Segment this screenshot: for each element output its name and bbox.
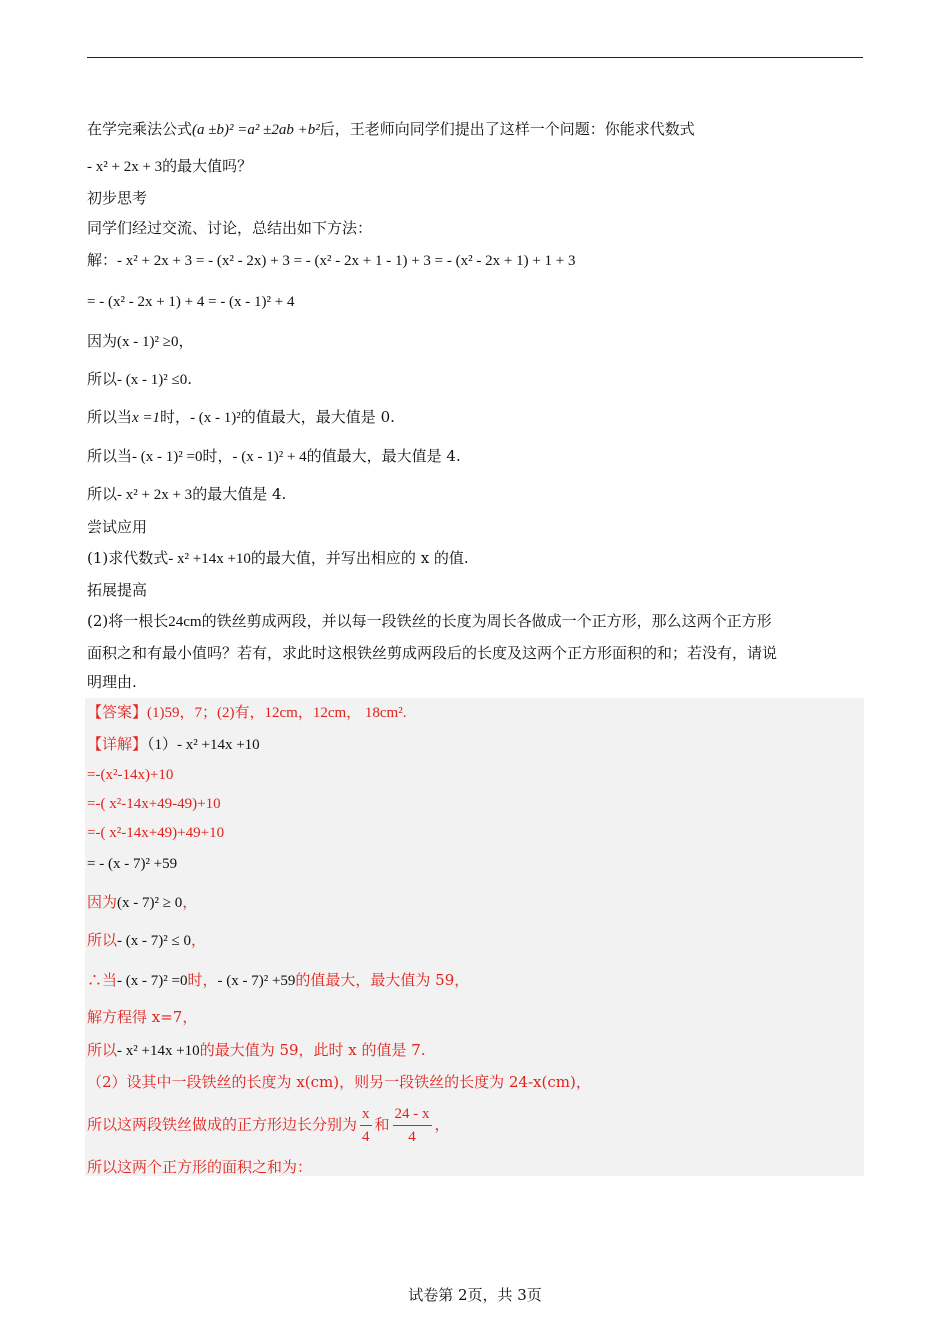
when1-x: x =1 xyxy=(132,410,161,426)
therefore-expression: - (x - 7)² =0 xyxy=(117,973,188,989)
when1-line xyxy=(87,407,395,428)
when2-line xyxy=(87,446,461,467)
q2-text-b: 的铁丝剪成两段，并以每一段铁丝的长度为周长各做成一个正方形，那么这两个正方形 xyxy=(201,612,772,630)
intro-line-2 xyxy=(87,156,252,177)
because-comma: ， xyxy=(178,332,194,350)
fraction-1-numerator: x xyxy=(362,1106,370,1122)
so-line xyxy=(87,369,192,390)
question-2-line-1 xyxy=(87,611,772,632)
step-4: = - (x - 7)² +59 xyxy=(87,856,178,872)
when1-text-c: 的值最大，最大值是 0. xyxy=(240,408,395,426)
fraction-x-over-4 xyxy=(360,1103,372,1148)
therefore-line xyxy=(87,970,469,991)
solution-line-2 xyxy=(87,291,295,312)
discuss-text: 同学们经过交流、讨论，总结出如下方法： xyxy=(87,219,373,237)
fraction-24-minus-x-over-4 xyxy=(393,1103,432,1148)
page-footer: 试卷第 2页，共 3页 xyxy=(408,1286,542,1304)
section-try: 尝试应用 xyxy=(87,518,148,536)
answer-because-line xyxy=(87,892,197,913)
when2-text-a: 所以当 xyxy=(87,447,133,465)
answer-text: (1)59，7；(2)有，12cm，12cm， 18cm². xyxy=(147,705,407,721)
intro-text-b: 后，王老师向同学们提出了这样一个问题：你能求代数式 xyxy=(319,120,695,138)
answer-line xyxy=(87,702,406,723)
because-label: 因为 xyxy=(87,332,118,350)
final-line xyxy=(87,484,286,505)
question-2-line-2: 面积之和有最小值吗？若有，求此时这根铁丝剪成两段后的长度及这两个正方形面积的和；若没有，请说 xyxy=(87,644,778,662)
final-expression: - x² + 2x + 3 xyxy=(117,487,193,503)
side-length-text: 所以这两段铁丝做成的正方形边长分别为 xyxy=(87,1115,358,1134)
when2-text-b: 时， xyxy=(202,447,233,465)
solution-step-2: = - (x² - 2x + 1) + 4 = - (x - 1)² + 4 xyxy=(87,294,295,310)
because-expression: (x - 1)² ≥0 xyxy=(117,334,179,350)
q1-expression: - x² +14x +10 xyxy=(168,551,251,567)
answer-final-line xyxy=(87,1040,426,1061)
when1-text-a: 所以当 xyxy=(87,408,133,426)
solution-label: 解： xyxy=(87,251,118,269)
answer-final-expression: - x² +14x +10 xyxy=(117,1043,200,1059)
final-text-a: 所以 xyxy=(87,485,118,503)
answer-because-expression: (x - 7)² ≥ 0 xyxy=(117,895,183,911)
therefore-text-a: ∴当 xyxy=(87,971,118,989)
step-3: =-( x²-14x+49)+49+10 xyxy=(87,825,225,841)
when2-expression-2: - (x - 1)² + 4 xyxy=(232,449,307,465)
final-text-b: 的最大值是 4. xyxy=(192,485,287,503)
fraction-2-numerator: 24 - x xyxy=(394,1106,430,1122)
detail-label: 【详解】 xyxy=(87,735,148,753)
answer-final-text-a: 所以 xyxy=(87,1041,118,1059)
answer-because-comma: ， xyxy=(182,893,198,911)
solution-step-1: - x² + 2x + 3 = - (x² - 2x) + 3 = - (x² - 2x + 1 - 1) + 3 = - (x² - 2x + 1) + 1 + 3 xyxy=(117,253,576,269)
header-rule xyxy=(87,57,863,58)
solution-line-1 xyxy=(87,250,576,271)
step-1: =-(x²-14x)+10 xyxy=(87,767,174,783)
q1-text-b: 的最大值，并写出相应的 x 的值. xyxy=(250,549,469,567)
and-text: 和 xyxy=(374,1115,390,1134)
q2-text-a: (2)将一根长 xyxy=(87,612,169,630)
side-length-line xyxy=(87,1103,450,1148)
answer-so-expression: - (x - 7)² ≤ 0 xyxy=(117,933,191,949)
q1-text-a: (1)求代数式 xyxy=(87,549,169,567)
so-label: 所以 xyxy=(87,370,118,388)
section-think: 初步思考 xyxy=(87,189,148,207)
side-length-comma: ， xyxy=(434,1115,450,1134)
therefore-expression-2: - (x - 7)² +59 xyxy=(217,973,296,989)
fraction-1-denominator: 4 xyxy=(360,1125,372,1148)
when2-expression: - (x - 1)² =0 xyxy=(132,449,203,465)
detail-line xyxy=(87,734,260,755)
therefore-text-c: 的值最大，最大值为 59， xyxy=(295,971,470,989)
fraction-2-denominator: 4 xyxy=(393,1125,432,1148)
question-2-line-3: 明理由. xyxy=(87,673,137,691)
question-1 xyxy=(87,548,469,569)
when2-text-c: 的值最大，最大值是 4. xyxy=(306,447,461,465)
step-2: =-( x²-14x+49-49)+10 xyxy=(87,796,221,812)
intro-text-c: 的最大值吗？ xyxy=(162,157,253,175)
answer-because-label: 因为 xyxy=(87,893,118,911)
therefore-text-b: 时， xyxy=(187,971,218,989)
square-formula: (a ±b)² =a² ±2ab +b² xyxy=(192,122,320,138)
answer-so-comma: ， xyxy=(190,931,206,949)
detail-expression: （1）- x² +14x +10 xyxy=(147,737,260,753)
when1-expression: - (x - 1)² xyxy=(190,410,241,426)
intro-text-a: 在学完乘法公式 xyxy=(87,120,193,138)
solve-line: 解方程得 x=7， xyxy=(87,1008,198,1026)
answer-so-label: 所以 xyxy=(87,931,118,949)
because-line xyxy=(87,331,194,352)
answer-final-text-b: 的最大值为 59，此时 x 的值是 7. xyxy=(199,1041,426,1059)
intro-line xyxy=(87,119,695,140)
target-expression: - x² + 2x + 3 xyxy=(87,159,163,175)
so-expression: - (x - 1)² ≤0 xyxy=(117,372,188,388)
part2-line: （2）设其中一段铁丝的长度为 x(cm)，则另一段铁丝的长度为 24-x(cm)， xyxy=(87,1073,591,1091)
section-extend: 拓展提高 xyxy=(87,581,148,599)
q2-length: 24cm xyxy=(168,614,202,630)
answer-label: 【答案】 xyxy=(87,703,148,721)
answer-so-line xyxy=(87,930,206,951)
area-sum-line: 所以这两个正方形的面积之和为： xyxy=(87,1158,313,1176)
so-period: . xyxy=(187,370,193,388)
when1-text-b: 时， xyxy=(160,408,191,426)
